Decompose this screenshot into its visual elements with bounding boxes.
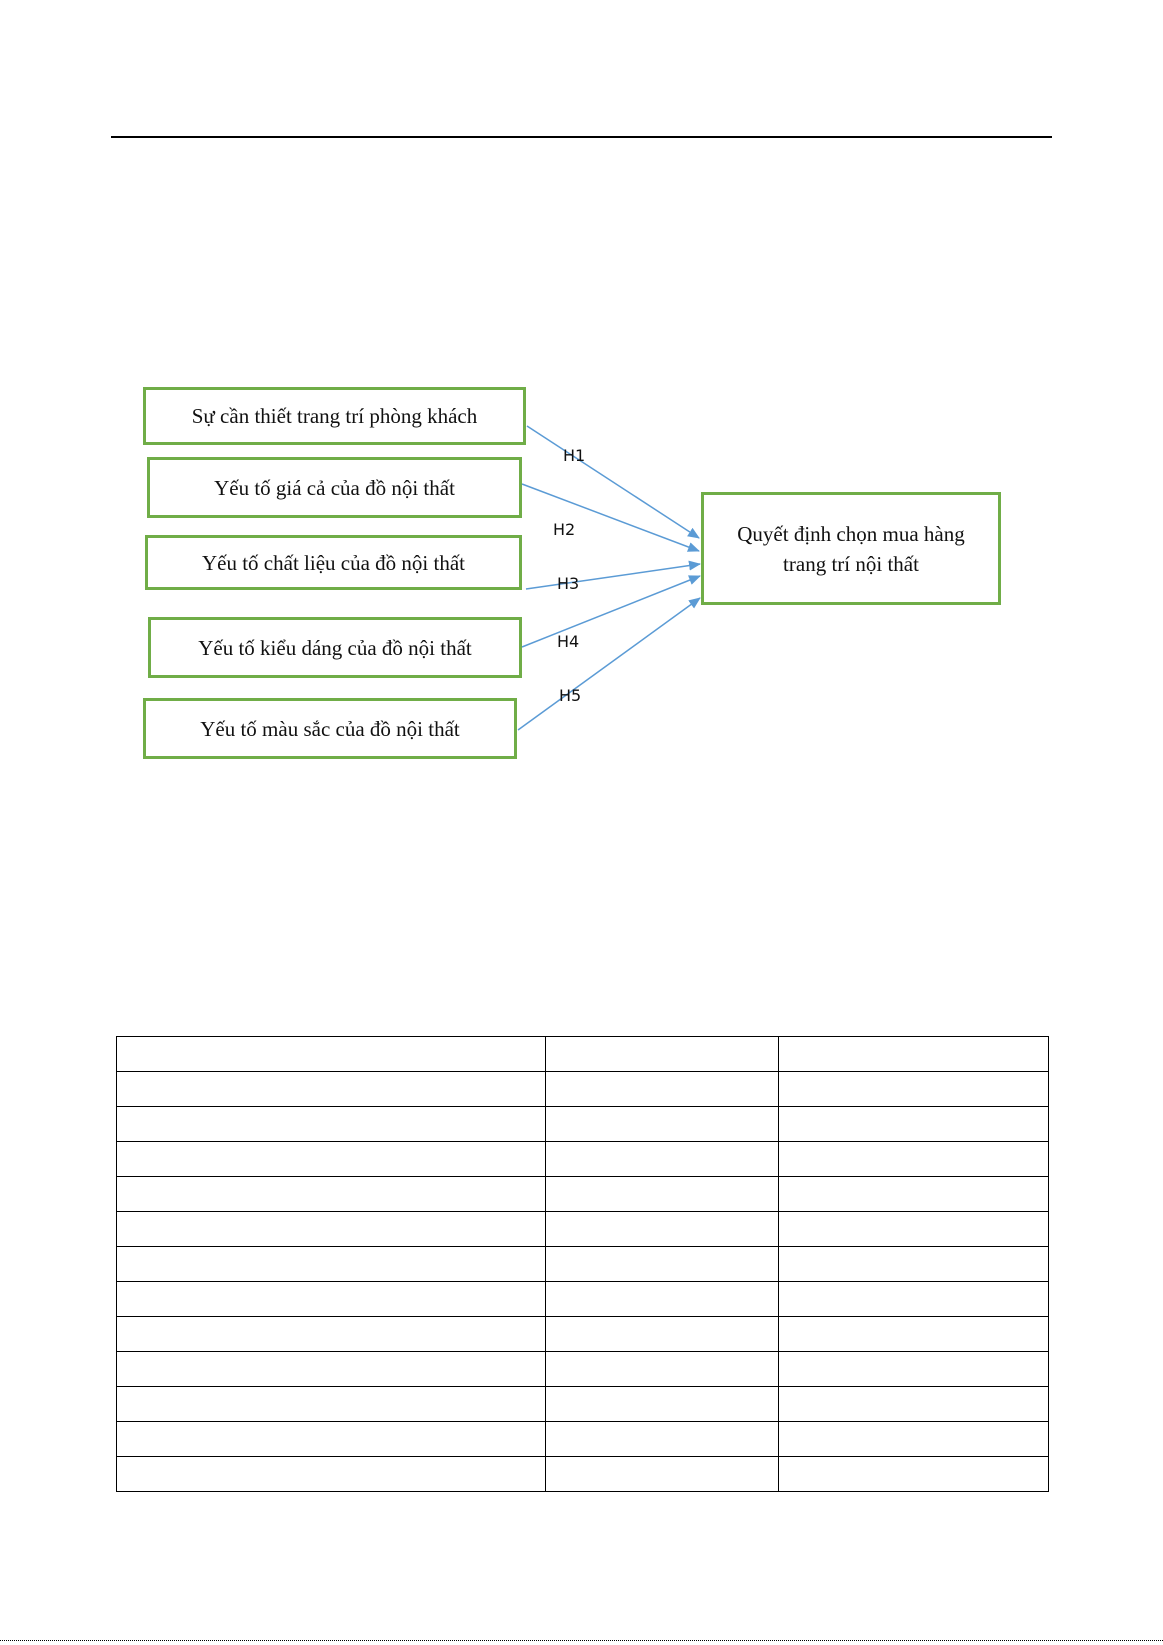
table-cell [779, 1177, 1049, 1212]
table-cell [117, 1247, 546, 1282]
table-row [117, 1282, 1049, 1317]
table-cell [117, 1317, 546, 1352]
table-row [117, 1422, 1049, 1457]
table-cell [779, 1107, 1049, 1142]
outcome-box: Quyết định chọn mua hàng trang trí nội thất [701, 492, 1001, 605]
factor-box-1: Sự cần thiết trang trí phòng khách [143, 387, 526, 445]
table-cell [546, 1352, 779, 1387]
table-row [117, 1212, 1049, 1247]
hypothesis-label-h2: H2 [553, 520, 576, 539]
table-cell [546, 1422, 779, 1457]
table-row [117, 1037, 1049, 1072]
table-row [117, 1387, 1049, 1422]
table-cell [546, 1142, 779, 1177]
empty-table [116, 1036, 1049, 1492]
arrow-h4 [522, 576, 700, 647]
table-cell [117, 1177, 546, 1212]
factor-box-4: Yếu tố kiểu dáng của đồ nội thất [148, 617, 522, 678]
factor-box-2: Yếu tố giá cả của đồ nội thất [147, 457, 522, 518]
table-cell [779, 1457, 1049, 1492]
table-cell [117, 1282, 546, 1317]
table-row [117, 1317, 1049, 1352]
table-cell [546, 1072, 779, 1107]
table-cell [117, 1072, 546, 1107]
table-cell [779, 1387, 1049, 1422]
table-cell [779, 1317, 1049, 1352]
table-cell [546, 1457, 779, 1492]
table-row [117, 1142, 1049, 1177]
table-cell [546, 1247, 779, 1282]
table-cell [779, 1352, 1049, 1387]
table-cell [546, 1107, 779, 1142]
table-cell [117, 1037, 546, 1072]
factor-box-5: Yếu tố màu sắc của đồ nội thất [143, 698, 517, 759]
research-model-diagram [0, 0, 1163, 800]
table-cell [117, 1457, 546, 1492]
table-cell [117, 1422, 546, 1457]
table-row [117, 1107, 1049, 1142]
arrow-h5 [518, 598, 700, 730]
table-cell [546, 1282, 779, 1317]
table-cell [546, 1177, 779, 1212]
table-cell [117, 1387, 546, 1422]
table-row [117, 1072, 1049, 1107]
table-cell [546, 1387, 779, 1422]
table-cell [117, 1212, 546, 1247]
table-row [117, 1177, 1049, 1212]
arrow-h3 [526, 564, 700, 589]
hypothesis-label-h1: H1 [563, 446, 586, 465]
table-cell [779, 1247, 1049, 1282]
hypothesis-label-h4: H4 [557, 632, 580, 651]
table-cell [779, 1422, 1049, 1457]
hypothesis-label-h3: H3 [557, 574, 580, 593]
footer-dotted-line [0, 1640, 1163, 1641]
table-cell [117, 1352, 546, 1387]
table-row [117, 1352, 1049, 1387]
table-cell [779, 1142, 1049, 1177]
table-row [117, 1247, 1049, 1282]
hypothesis-label-h5: H5 [559, 686, 582, 705]
table-cell [779, 1212, 1049, 1247]
table-cell [546, 1317, 779, 1352]
table-cell [117, 1142, 546, 1177]
table-cell [779, 1282, 1049, 1317]
table-cell [117, 1107, 546, 1142]
table-body [117, 1037, 1049, 1492]
table-cell [546, 1037, 779, 1072]
table-row [117, 1457, 1049, 1492]
table-cell [546, 1212, 779, 1247]
table-cell [779, 1072, 1049, 1107]
arrow-h2 [522, 484, 699, 551]
factor-box-3: Yếu tố chất liệu của đồ nội thất [145, 535, 522, 590]
table-cell [779, 1037, 1049, 1072]
